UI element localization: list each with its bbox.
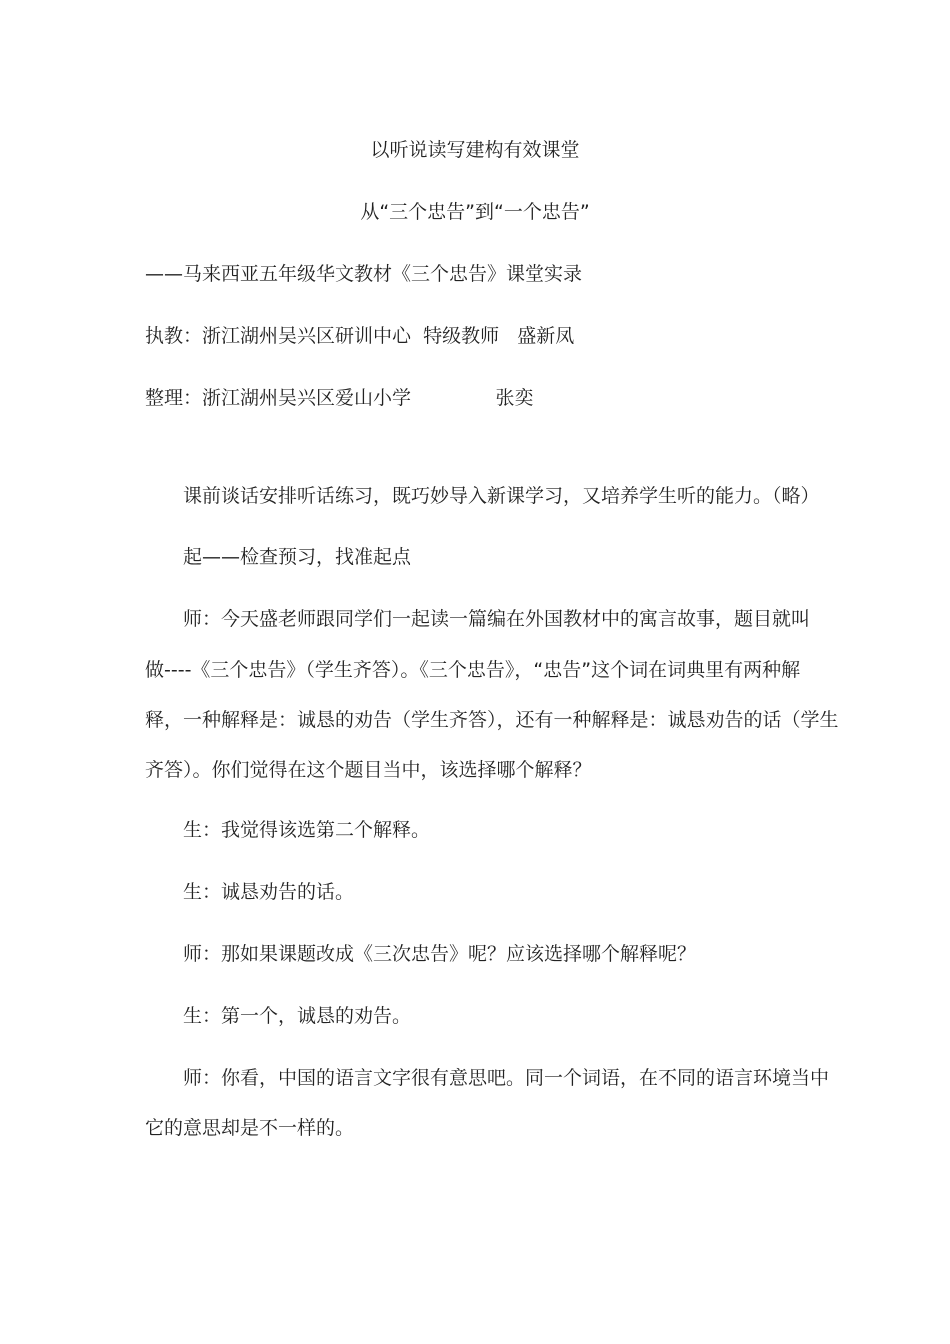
dialogue-line: 释，一种解释是：诚恳的劝告（学生齐答），还有一种解释是：诚恳劝告的话（学生 (145, 709, 839, 731)
source-line: ——马来西亚五年级华文教材《三个忠告》课堂实录 (145, 263, 583, 285)
dialogue-line: 做----《三个忠告》（学生齐答）。《三个忠告》，“忠告”这个词在词典里有两种解 (145, 659, 801, 681)
teacher-line: 执教：浙江湖州吴兴区研训中心 特级教师 盛新凤 (145, 325, 575, 347)
document-subtitle: 从“三个忠告”到“一个忠告” (360, 201, 590, 223)
dialogue-line: 师：今天盛老师跟同学们一起读一篇编在外国教材中的寓言故事，题目就叫 (183, 608, 811, 630)
dialogue-line: 师：那如果课题改成《三次忠告》呢？应该选择哪个解释呢？ (183, 943, 697, 965)
dialogue-line: 生：我觉得该选第二个解释。 (183, 819, 431, 841)
dialogue-line: 生：第一个，诚恳的劝告。 (183, 1005, 412, 1027)
section-heading: 起——检查预习，找准起点 (183, 546, 412, 568)
dialogue-line: 师：你看，中国的语言文字很有意思吧。同一个词语，在不同的语言环境当中 (183, 1067, 830, 1089)
dialogue-line: 齐答）。你们觉得在这个题目当中，该选择哪个解释？ (145, 759, 592, 781)
document-title: 以听说读写建构有效课堂 (370, 139, 580, 161)
intro-paragraph: 课前谈话安排听话练习，既巧妙导入新课学习，又培养学生听的能力。（略） (183, 485, 820, 507)
dialogue-line: 生：诚恳劝告的话。 (183, 881, 355, 903)
editor-line: 整理：浙江湖州吴兴区爱山小学 张奕 (145, 387, 534, 409)
dialogue-line: 它的意思却是不一样的。 (145, 1117, 355, 1139)
